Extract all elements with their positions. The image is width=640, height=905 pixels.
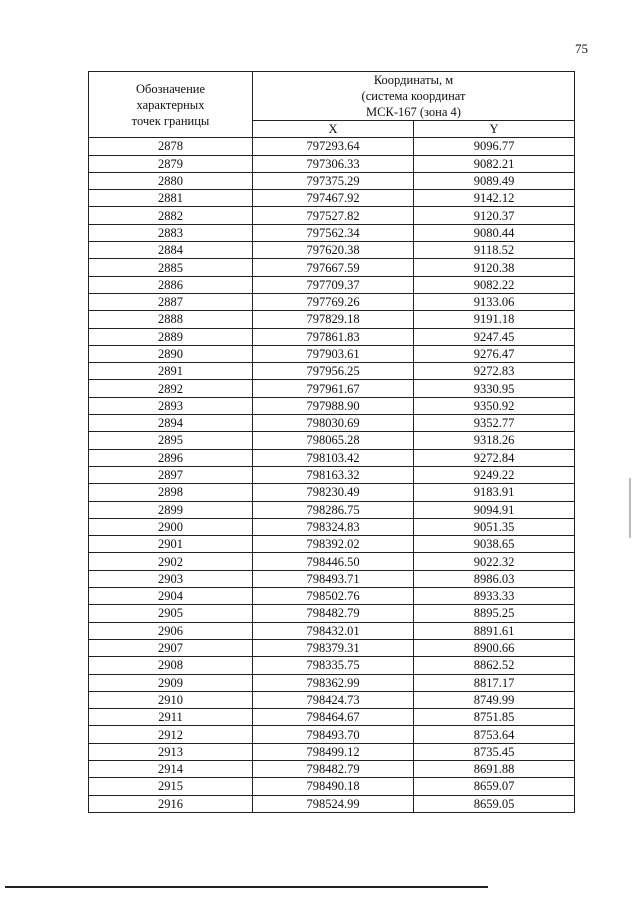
- point-id-cell: 2897: [89, 466, 253, 483]
- table-row: [89, 518, 575, 535]
- y-coordinate-cell: 9247.45: [414, 328, 575, 345]
- point-id-cell: 2894: [89, 415, 253, 432]
- table-row: [89, 657, 575, 674]
- y-coordinate-cell: 9038.65: [414, 536, 575, 553]
- y-coordinate-cell: 9080.44: [414, 224, 575, 241]
- table-row: [89, 553, 575, 570]
- point-id-cell: 2900: [89, 518, 253, 535]
- table-row: [89, 778, 575, 795]
- x-coordinate-cell: 798065.28: [253, 432, 414, 449]
- x-column-header: X: [253, 121, 414, 138]
- point-id-cell: 2884: [89, 242, 253, 259]
- y-coordinate-cell: 8735.45: [414, 743, 575, 760]
- table-row: [89, 536, 575, 553]
- point-id-cell: 2880: [89, 172, 253, 189]
- x-coordinate-cell: 798324.83: [253, 518, 414, 535]
- y-coordinate-cell: 9249.22: [414, 466, 575, 483]
- x-coordinate-cell: 798432.01: [253, 622, 414, 639]
- y-coordinate-cell: 9082.22: [414, 276, 575, 293]
- y-coordinate-cell: 9142.12: [414, 190, 575, 207]
- y-coordinate-cell: 8751.85: [414, 709, 575, 726]
- point-id-cell: 2886: [89, 276, 253, 293]
- coord-header-line: (система координат: [361, 89, 466, 103]
- y-coordinate-cell: 9120.38: [414, 259, 575, 276]
- point-id-cell: 2909: [89, 674, 253, 691]
- y-coordinate-cell: 8862.52: [414, 657, 575, 674]
- y-coordinate-cell: 8891.61: [414, 622, 575, 639]
- y-coordinate-cell: 8753.64: [414, 726, 575, 743]
- table-row: [89, 726, 575, 743]
- point-id-cell: 2910: [89, 691, 253, 708]
- table-row: [89, 224, 575, 241]
- y-coordinate-cell: 9191.18: [414, 311, 575, 328]
- x-coordinate-cell: 797956.25: [253, 363, 414, 380]
- coordinates-table: [88, 71, 575, 813]
- point-id-cell: 2902: [89, 553, 253, 570]
- table-row: [89, 293, 575, 310]
- table-row: [89, 501, 575, 518]
- table-row: [89, 622, 575, 639]
- x-coordinate-cell: 797667.59: [253, 259, 414, 276]
- point-id-cell: 2907: [89, 639, 253, 656]
- table-row: [89, 639, 575, 656]
- table-row: [89, 484, 575, 501]
- x-coordinate-cell: 797988.90: [253, 397, 414, 414]
- point-id-cell: 2904: [89, 588, 253, 605]
- point-id-cell: 2883: [89, 224, 253, 241]
- point-id-cell: 2885: [89, 259, 253, 276]
- point-id-cell: 2899: [89, 501, 253, 518]
- point-id-cell: 2901: [89, 536, 253, 553]
- point-id-cell: 2916: [89, 795, 253, 812]
- x-coordinate-cell: 798424.73: [253, 691, 414, 708]
- y-coordinate-cell: 9089.49: [414, 172, 575, 189]
- point-id-cell: 2903: [89, 570, 253, 587]
- table-row: [89, 588, 575, 605]
- y-coordinate-cell: 9022.32: [414, 553, 575, 570]
- y-coordinate-cell: 9318.26: [414, 432, 575, 449]
- x-coordinate-cell: 798103.42: [253, 449, 414, 466]
- scan-edge-mark: [629, 478, 631, 538]
- x-coordinate-cell: 797467.92: [253, 190, 414, 207]
- y-coordinate-cell: 8691.88: [414, 760, 575, 777]
- x-coordinate-cell: 798490.18: [253, 778, 414, 795]
- y-coordinate-cell: 9094.91: [414, 501, 575, 518]
- point-id-cell: 2895: [89, 432, 253, 449]
- x-coordinate-cell: 797961.67: [253, 380, 414, 397]
- y-coordinate-cell: 8895.25: [414, 605, 575, 622]
- table-row: [89, 570, 575, 587]
- point-id-cell: 2893: [89, 397, 253, 414]
- table-row: [89, 276, 575, 293]
- table-row: [89, 795, 575, 812]
- point-id-cell: 2908: [89, 657, 253, 674]
- bottom-rule: [5, 886, 488, 888]
- point-id-cell: 2914: [89, 760, 253, 777]
- table-row: [89, 259, 575, 276]
- table-row: [89, 691, 575, 708]
- point-id-cell: 2888: [89, 311, 253, 328]
- table-row: [89, 449, 575, 466]
- y-coordinate-cell: 9276.47: [414, 345, 575, 362]
- x-coordinate-cell: 798524.99: [253, 795, 414, 812]
- x-coordinate-cell: 797293.64: [253, 138, 414, 155]
- table-row: [89, 345, 575, 362]
- table-body: [89, 138, 575, 813]
- x-coordinate-cell: 798493.70: [253, 726, 414, 743]
- table-row: [89, 155, 575, 172]
- x-coordinate-cell: 797620.38: [253, 242, 414, 259]
- table-row: [89, 207, 575, 224]
- coordinates-header: [253, 72, 575, 121]
- table-row: [89, 172, 575, 189]
- y-coordinate-cell: 9272.83: [414, 363, 575, 380]
- table-row: [89, 380, 575, 397]
- table-row: [89, 760, 575, 777]
- x-coordinate-cell: 798163.32: [253, 466, 414, 483]
- y-coordinate-cell: 8659.05: [414, 795, 575, 812]
- x-coordinate-cell: 797306.33: [253, 155, 414, 172]
- y-column-header: Y: [414, 121, 575, 138]
- table-row: [89, 432, 575, 449]
- y-coordinate-cell: 9096.77: [414, 138, 575, 155]
- table-row: [89, 328, 575, 345]
- x-coordinate-cell: 798362.99: [253, 674, 414, 691]
- table-row: [89, 415, 575, 432]
- table-row: [89, 605, 575, 622]
- point-id-cell: 2890: [89, 345, 253, 362]
- y-coordinate-cell: 9120.37: [414, 207, 575, 224]
- point-header-line: Обозначение: [135, 81, 206, 96]
- y-coordinate-cell: 8817.17: [414, 674, 575, 691]
- y-coordinate-cell: 8659.07: [414, 778, 575, 795]
- y-coordinate-cell: 9272.84: [414, 449, 575, 466]
- point-id-cell: 2906: [89, 622, 253, 639]
- x-coordinate-cell: 798230.49: [253, 484, 414, 501]
- x-coordinate-cell: 798446.50: [253, 553, 414, 570]
- table-row: [89, 397, 575, 414]
- table-row: [89, 311, 575, 328]
- point-designation-header: [89, 72, 253, 138]
- point-id-cell: 2915: [89, 778, 253, 795]
- table-row: [89, 709, 575, 726]
- y-coordinate-cell: 9118.52: [414, 242, 575, 259]
- y-coordinate-cell: 8933.33: [414, 588, 575, 605]
- x-coordinate-cell: 797903.61: [253, 345, 414, 362]
- coord-header-line: МСК-167 (зона 4): [366, 105, 461, 119]
- x-coordinate-cell: 798482.79: [253, 605, 414, 622]
- y-coordinate-cell: 9133.06: [414, 293, 575, 310]
- coord-header-line: Координаты, м: [373, 73, 454, 87]
- table-row: [89, 363, 575, 380]
- y-coordinate-cell: 8749.99: [414, 691, 575, 708]
- table-row: [89, 138, 575, 155]
- point-id-cell: 2891: [89, 363, 253, 380]
- point-id-cell: 2913: [89, 743, 253, 760]
- x-coordinate-cell: 798499.12: [253, 743, 414, 760]
- point-id-cell: 2889: [89, 328, 253, 345]
- point-id-cell: 2881: [89, 190, 253, 207]
- table-row: [89, 743, 575, 760]
- table-row: [89, 466, 575, 483]
- y-coordinate-cell: 8900.66: [414, 639, 575, 656]
- point-id-cell: 2911: [89, 709, 253, 726]
- x-coordinate-cell: 798030.69: [253, 415, 414, 432]
- page-number: 75: [575, 41, 588, 56]
- x-coordinate-cell: 797562.34: [253, 224, 414, 241]
- y-coordinate-cell: 9330.95: [414, 380, 575, 397]
- x-coordinate-cell: 798286.75: [253, 501, 414, 518]
- point-id-cell: 2892: [89, 380, 253, 397]
- x-coordinate-cell: 798392.02: [253, 536, 414, 553]
- y-coordinate-cell: 9082.21: [414, 155, 575, 172]
- point-id-cell: 2879: [89, 155, 253, 172]
- x-coordinate-cell: 797375.29: [253, 172, 414, 189]
- point-header-line: характерных: [136, 97, 205, 112]
- x-coordinate-cell: 798482.79: [253, 760, 414, 777]
- point-id-cell: 2882: [89, 207, 253, 224]
- table-row: [89, 190, 575, 207]
- x-coordinate-cell: 798493.71: [253, 570, 414, 587]
- y-coordinate-cell: 9051.35: [414, 518, 575, 535]
- x-coordinate-cell: 797527.82: [253, 207, 414, 224]
- point-id-cell: 2898: [89, 484, 253, 501]
- table-row: [89, 242, 575, 259]
- point-id-cell: 2905: [89, 605, 253, 622]
- point-id-cell: 2912: [89, 726, 253, 743]
- x-coordinate-cell: 797769.26: [253, 293, 414, 310]
- x-coordinate-cell: 798502.76: [253, 588, 414, 605]
- point-id-cell: 2878: [89, 138, 253, 155]
- x-coordinate-cell: 797829.18: [253, 311, 414, 328]
- point-header-line: точек границы: [131, 113, 210, 128]
- y-coordinate-cell: 8986.03: [414, 570, 575, 587]
- x-coordinate-cell: 798464.67: [253, 709, 414, 726]
- point-id-cell: 2887: [89, 293, 253, 310]
- x-coordinate-cell: 798379.31: [253, 639, 414, 656]
- x-coordinate-cell: 797709.37: [253, 276, 414, 293]
- y-coordinate-cell: 9352.77: [414, 415, 575, 432]
- y-coordinate-cell: 9350.92: [414, 397, 575, 414]
- x-coordinate-cell: 797861.83: [253, 328, 414, 345]
- table-row: [89, 674, 575, 691]
- y-coordinate-cell: 9183.91: [414, 484, 575, 501]
- x-coordinate-cell: 798335.75: [253, 657, 414, 674]
- point-id-cell: 2896: [89, 449, 253, 466]
